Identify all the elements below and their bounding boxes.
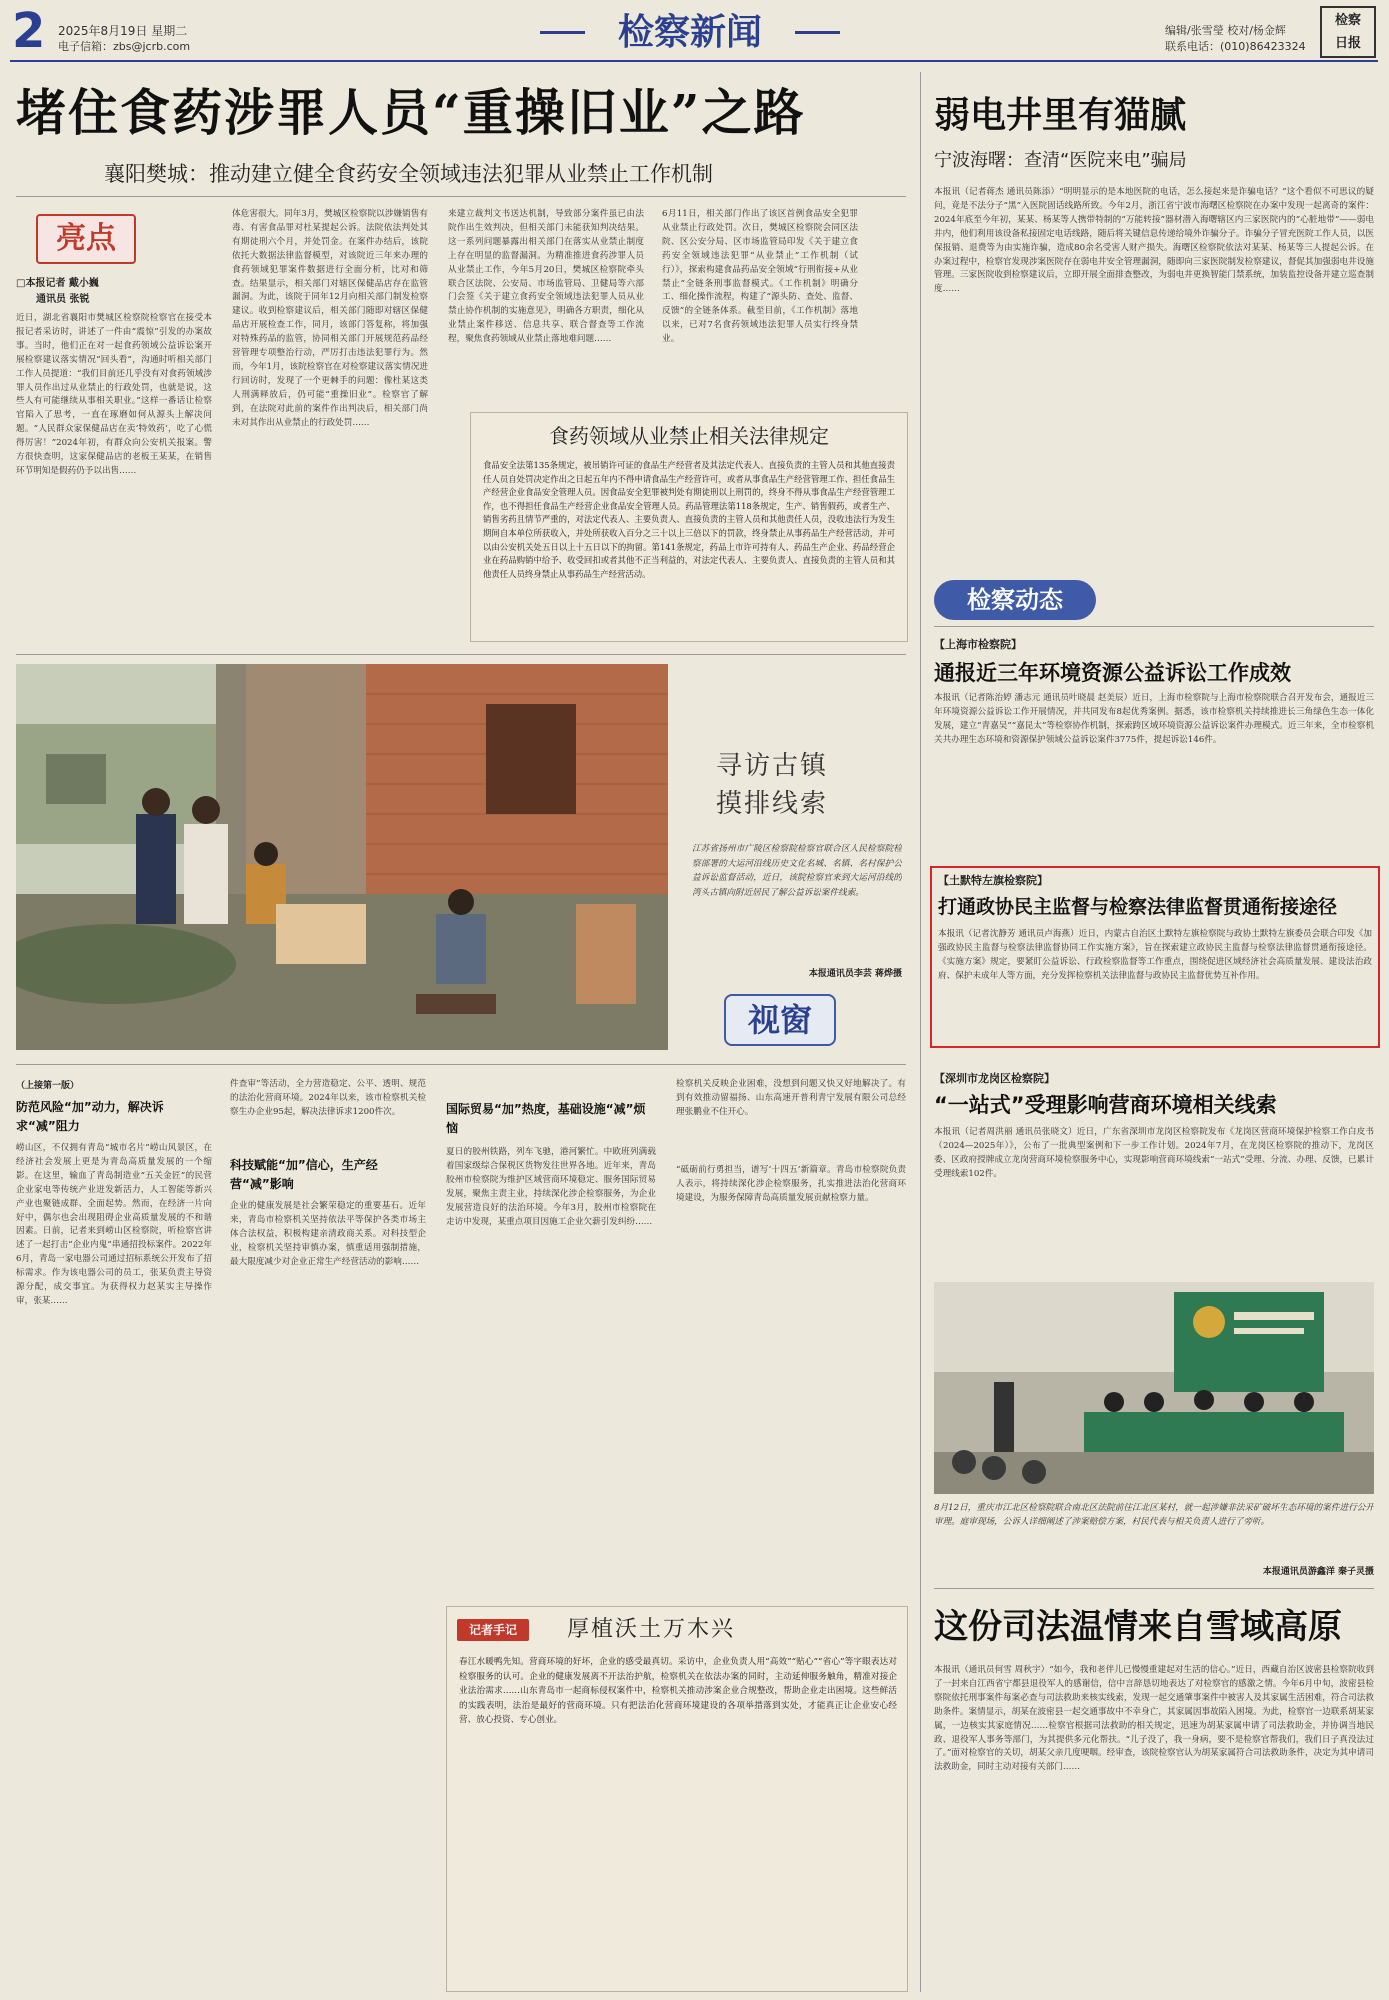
plateau-headline: 这份司法温情来自雪域高原 <box>934 1607 1342 1647</box>
law-box-title: 食药领域从业禁止相关法律规定 <box>549 424 829 448</box>
dynamics-1-tag: 【上海市检察院】 <box>934 638 1022 651</box>
telecom-headline: 弱电井里有猫腻 <box>934 94 1187 136</box>
dynamics-3-headline: “一站式”受理影响营商环境相关线索 <box>934 1093 1277 1117</box>
dynamics-1-headline: 通报近三年环境资源公益诉讼工作成效 <box>934 661 1291 685</box>
lead-headline: 堵住食药涉罪人员“重操旧业”之路 <box>16 83 806 142</box>
qingdao-column-4b: “砥砺前行勇担当，谱写‘十四五’新篇章。青岛市检察院负责人表示，将持续深化涉企检察服务，扎实推进法治化营商环境建设，为服务保障青岛高质量发展贡献检察力量。 <box>676 1165 906 1203</box>
old-town-photo <box>16 664 668 1050</box>
feature-title-2: 摸排线索 <box>716 789 829 819</box>
photo-feature-caption <box>676 664 908 1054</box>
qingdao-column-4: 检察机关反映企业困难，没想到问题又快又好地解决了。有到有效推动留福扬、山东高速开普利青宁发展有限公司总经理张鹏业不住开心。 <box>676 1079 906 1117</box>
reporter-note-title: 厚植沃土万木兴 <box>567 1617 736 1642</box>
lead-column-2: 体危害很大。同年3月，樊城区检察院以涉嫌销售有毒、有害食品罪对杜某提起公诉。法院依法判处其有期徒刑六个月，并处罚金。在案件办结后，该院依托大数据法律监督模型，对该院近三年来办理的食药领域犯罪案件数据进行全面分析，比对和筛查。结果显示，相关部门对辖区保健品店存在监管漏洞。为此，该院于同年12月向相关部门制发检察建议。收到检察建议后，相关部门随即对辖区保健品店开展检查工作，同月，该部门答复称，将加强对特殊药品的监管，协同相关部门开展规范药品经营管理专项整治行动，严厉打击违法犯罪行为。然而，今年1月，该院检察官在对检察建议落实情况进行回访时，发现了一个更棘手的问题：像杜某这类人刑满释放后，仍可能“重操旧业”。检察官了解到，在法院对此前的案件作出判决后，相关部门尚未对其作出从业禁止的行政处罚…… <box>232 209 428 428</box>
dynamics-2-headline: 打通政协民主监督与检察法律监督贯通衔接途径 <box>938 896 1338 918</box>
telecom-subhead: 宁波海曙：查清“医院来电”骗局 <box>934 150 1187 171</box>
plateau-text: 本报讯（通讯员何雪 周秋宇）“如今，我和老伴儿已慢慢重建起对生活的信心。”近日，西藏自治区波密县检察院收到了一封来自江西省宁都县退役军人的感谢信，信中言辞恳切地表达了对检察官的感激之情。今年6月中旬，波密县检察院依托刑事案件每案必查与司法救助来核实线索，发现一起交通肇事案件中被害人及其家属生活困难，符合司法救助条件。案情显示，胡某在波密县一起交通事故中不幸身亡，其家属因事故陷入困境。为此，检察官一边联系胡某家属，一边核实其家庭情况……检察官根据司法救助的相关规定，迅速为胡某家属申请了司法救助金，并协调当地民政、退役军人事务等部门，为其提供多元化帮扶。“儿子没了，我一身病，要不是检察官帮我们，我们日子真没法过了。”面对检察官的关切，胡某父亲几度哽咽。经审查，该院检察官认为胡某家属符合司法救助条件，决定为其申请司法救助金，同时主动对接有关部门…… <box>934 1665 1374 1773</box>
reporter-note-box <box>446 1606 908 1992</box>
telecom-text: 本报讯（记者蒋杰 通讯员陈添）“明明显示的是本地医院的电话，怎么接起来是诈骗电话？”这个看似不可思议的疑问，竟是不法分子“黑”入医院固话线路所致。今年2月，浙江省宁波市海曙区检察院在办案中发现一起离奇的案件：2024年底至今年初，某某、杨某等人携带特制的“万能转接”器材潜入海曙辖区内三家医院内的“心脏地带”——弱电井内，他们利用该设备私接固定电话线路，随后将关键信息传递给境外诈骗分子。诈骗分子冒充医院工作人员，以医保报销、退费等为由实施诈骗，造成80余名受害人财产损失。海曙区检察院依法对某某、杨某等三人提起公诉。在办案过程中，检察官发现涉案医院存在弱电井安全管理漏洞，随即向三家医院制发检察建议，督促其加强弱电井设施管理。三家医院收到检察建议后，立即开展全面排查整改，为弱电井更换智能门禁系统，加装监控设备并建立巡查制度…… <box>934 187 1374 295</box>
lead-column-4: 6月11日，相关部门作出了该区首例食品安全犯罪从业禁止行政处罚。次日，樊城区检察院会同区法院、区公安分局、区市场监管局印发《关于建立食药安全领域违法犯罪“从业禁止”工作机制（试行）》，探索构建食品药品安全领域“行刑衔接+从业禁止”全链条刑事监督模式。《工作机制》明确分工、细化操作流程，构建了“源头防、查处、监督、反馈”的全链条体系。截至目前，《工作机制》落地以来，已对7名食药领域违法犯罪人员实行终身禁业。 <box>662 209 858 345</box>
dynamics-1-text: 本报讯（记者陈治婷 潘志元 通讯员叶晓晨 赵美辰）近日，上海市检察院与上海市检察院联合召开发布会，通报近三年环境资源公益诉讼工作开展情况，并共同发布8起优秀案例。据悉，该市检察机关持续推进长三角绿色生态一体化发展，建立“青嘉吴”“嘉昆太”等检察协作机制，探索跨区域环境资源公益诉讼案件办理模式。近三年来，全市检察机关共办理生态环境和资源保护领域公益诉讼案件3775件，提起诉讼146件。 <box>934 693 1374 745</box>
qingdao-heading-1: 防范风险“加”动力，解决诉求“减”阻力 <box>16 1100 164 1133</box>
law-box <box>470 412 908 642</box>
reporter-note-tag: 记者手记 <box>457 1619 529 1641</box>
lead-subhead: 襄阳樊城：推动建立健全食药安全领域违法犯罪从业禁止工作机制 <box>104 162 713 186</box>
dynamics-2-tag: 【土默特左旗检察院】 <box>938 874 1048 887</box>
editors-line: 编辑/张雪瑩 校对/杨金辉 <box>1165 24 1286 37</box>
qingdao-column-1: 崂山区，不仅拥有青岛“城市名片”崂山风景区，在经济社会发展上更是为青岛高质量发展的一个缩影。在这里，输血了青岛制造业“五关金匠”的民营企业家电等传统产业迸发新活力，人工智能等新兴产业也聚链成群、全面起势。然而，在经济一片向好中，偶尔也会出现阻碍企业高质量发展的不和谐因素。日前，记者来到崂山区检察院，听检察官讲述了一起打击“企业内鬼”串通招投标案件。2022年6月，青岛一家电器公司通过招标系统公开发布了招标需求。作为该电器公司的员工，张某负责主导资源分配，成交事宜。为获得权力赵某实主导操作审，张某…… <box>16 1143 212 1306</box>
lead-column-3: 来建立裁判文书送达机制，导致部分案件虽已由法院作出生效判决，但相关部门未能获知判决结果。这一系列问题暴露出相关部门在落实从业禁止制度上存在明显的监督漏洞。为精准推进食药涉罪人员从业禁止工作，今年5月20日，樊城区检察院牵头联合区法院、公安局、市场监管局、卫健局等六部门会签《关于建立食药安全领域违法犯罪人员从业禁止协作机制的实施意见》，明确各方职责，细化从业禁止案件移送、信息共享、联合督查等工作流程，聚焦食药领域从业禁止落地难问题…… <box>448 209 644 345</box>
qingdao-column-3: 夏日的胶州铁路，列车飞驰，港河繁忙。中欧班列满载着国家级综合保税区货物发往世界各地。近年来，青岛胶州市检察院为维护区域营商环境稳定、服务国际贸易发展，聚焦主责主业，持续深化涉企检察服务，为企业发展营造良好的法治环境。今年3月，胶州市检察院在走访中发现，某重点项目因施工企业欠薪引发纠纷…… <box>446 1147 656 1227</box>
newspaper-logo: 检察日报 <box>1320 6 1376 58</box>
highlight-badge: 亮点 <box>36 214 136 264</box>
continued-note: （上接第一版） <box>16 1081 80 1091</box>
window-badge: 视窗 <box>724 994 836 1046</box>
hearing-credit: 本报通讯员游鑫洋 秦子灵摄 <box>1262 1567 1374 1577</box>
qingdao-heading-3: 国际贸易“加”热度，基础设施“减”烦恼 <box>446 1102 646 1135</box>
masthead <box>0 0 1389 62</box>
old-town-photo-image <box>16 664 668 1050</box>
qingdao-heading-2: 科技赋能“加”信心，生产经营“减”影响 <box>230 1158 378 1191</box>
hearing-photo <box>934 1282 1374 1494</box>
page-number: 2 <box>12 3 46 59</box>
dynamics-3-text: 本报讯（记者周洪丽 通讯员张晓文）近日，广东省深圳市龙岗区检察院发布《龙岗区营商环境保护检察工作白皮书（2024—2025年）》，公布了一批典型案例和下一步工作计划。2024年7月，在龙岗区检察院的推动下，龙岗区委、区政府授牌成立龙岗营商环境检察服务中心，实现影响营商环境线索“一站式”受理、分流、办理、反馈，已累计受理线索102件。 <box>934 1127 1374 1179</box>
feature-title-1: 寻访古镇 <box>716 751 829 781</box>
dynamics-3-tag: 【深圳市龙岗区检察院】 <box>934 1072 1055 1085</box>
section-banner <box>540 10 840 56</box>
section-title: 检察新闻 <box>585 10 795 56</box>
reporter-note-text: 春江水暖鸭先知。营商环境的好坏，企业的感受最真切。采访中，企业负责人用“高效”“贴心”“省心”等字眼表达对检察服务的认可。企业的健康发展离不开法治护航，检察机关在依法办案的同时，主动延伸服务触角，精准对接企业法治需求……山东青岛市一起商标侵权案件中，检察机关推动涉案企业合规整改，帮助企业走出困境。这些鲜活的实践表明，法治是最好的营商环境。只有把法治化营商环境建设的各项举措落到实处，才能真正让企业安心经营、放心投资、专心创业。 <box>459 1657 897 1726</box>
qingdao-column-2: 件查审”等活动，全力营造稳定、公平、透明、规范的法治化营商环境。2024年以来，该市检察机关检察生办企业95起，解决法律诉求1200件次。 <box>230 1079 426 1117</box>
lead-column-1: 近日，湖北省襄阳市樊城区检察院检察官在接受本报记者采访时，讲述了一件由“震惊”引发的办案故事。当时，他们正在对一起食药领域公益诉讼案开展检察建议落实情况“回头看”，沟通时听相关部门工作人员提道：“我们目前还几乎没有对食药领域涉罪人员作出过从业禁止的行政处罚，也就是说，这些人有可能继续从事相关职业。”这样一番话让检察官陷入了思考，一直在琢磨如何从源头上解决问题。“人民群众家保健品店在卖‘特效药’，吃了心慌得厉害！”2024年初，有群众向公安机关报案。警方很快查明，这家保健品店的老板王某某，在销售环节明知是假药仍予以出售…… <box>16 313 212 476</box>
feature-credit: 本报通讯员李芸 蒋烨摄 <box>808 969 902 979</box>
lead-byline: □本报记者 戴小巍 通讯员 张锐 <box>16 278 99 305</box>
dynamics-badge: 检察动态 <box>934 580 1096 620</box>
phone-line: 联系电话：(010)86423324 <box>1165 40 1306 53</box>
issue-date: 2025年8月19日 星期二 <box>58 24 188 38</box>
dynamics-2-text: 本报讯（记者沈静芳 通讯员卢海燕）近日，内蒙古自治区土默特左旗检察院与政协土默特左旗委员会联合印发《加强政协民主监督与检察法律监督协同工作实施方案》，旨在探索建立政协民主监督与检察法律监督贯通衔接途径。《实施方案》规定，要紧盯公益诉讼、行政检察监督等工作重点，围绕促进区域经济社会高质量发展、建设法治政府、保护未成年人等方面，充分发挥检察机关法律监督与政协民主监督优势互补作用。 <box>938 929 1372 981</box>
issue-email: 电子信箱：zbs@jcrb.com <box>58 40 191 53</box>
hearing-photo-image <box>934 1282 1374 1494</box>
hearing-caption: 8月12日，重庆市江北区检察院联合南北区法院前往江北区某村，就一起涉嫌非法采矿破坏生态环境的案件进行公开审理。庭审现场，公诉人详细阐述了涉案赔偿方案，村民代表与相关负责人进行了旁听。 <box>934 1503 1374 1527</box>
feature-caption-text: 江苏省扬州市广陵区检察院检察官联合区人民检察院检察部署的大运河沿线历史文化名城、名镇、名村保护公益诉讼监督活动，近日，该院检察官来到大运河沿线的湾头古镇向附近居民了解公益诉讼案件线索。 <box>692 844 902 898</box>
law-box-text: 食品安全法第135条规定，被吊销许可证的食品生产经营者及其法定代表人、直接负责的主管人员和其他直接责任人员自处罚决定作出之日起五年内不得申请食品生产经营许可，或者从事食品生产经营管理工作、担任食品生产经营企业食品安全管理人员。因食品安全犯罪被判处有期徒刑以上刑罚的，终身不得从事食品生产经营管理工作，也不得担任食品生产经营企业食品安全管理人员。药品管理法第118条规定，生产、销售假药，或者生产、销售劣药且情节严重的，对法定代表人、主要负责人、直接负责的主管人员和其他责任人员，没收违法行为发生期间自本单位所获收入，并处所获收入百分之三十以上三倍以下的罚款，终身禁止从事药品生产经营活动，并可以由公安机关处五日以上十五日以下的拘留。第141条规定，药品上市许可持有人、药品生产企业、药品经营企业在药品购销中给予、收受回扣或者其他不正当利益的，对法定代表人、主要负责人、直接负责的主管人员和其他责任人员终身禁止从事药品生产经营活动。 <box>483 460 895 579</box>
qingdao-column-2b: 企业的健康发展是社会繁荣稳定的重要基石。近年来，青岛市检察机关坚持依法平等保护各类市场主体合法权益，积极构建亲清政商关系。对科技型企业，检察机关坚持审慎办案，慎重适用强制措施，最大限度减少对企业正常生产经营活动的影响…… <box>230 1201 426 1267</box>
